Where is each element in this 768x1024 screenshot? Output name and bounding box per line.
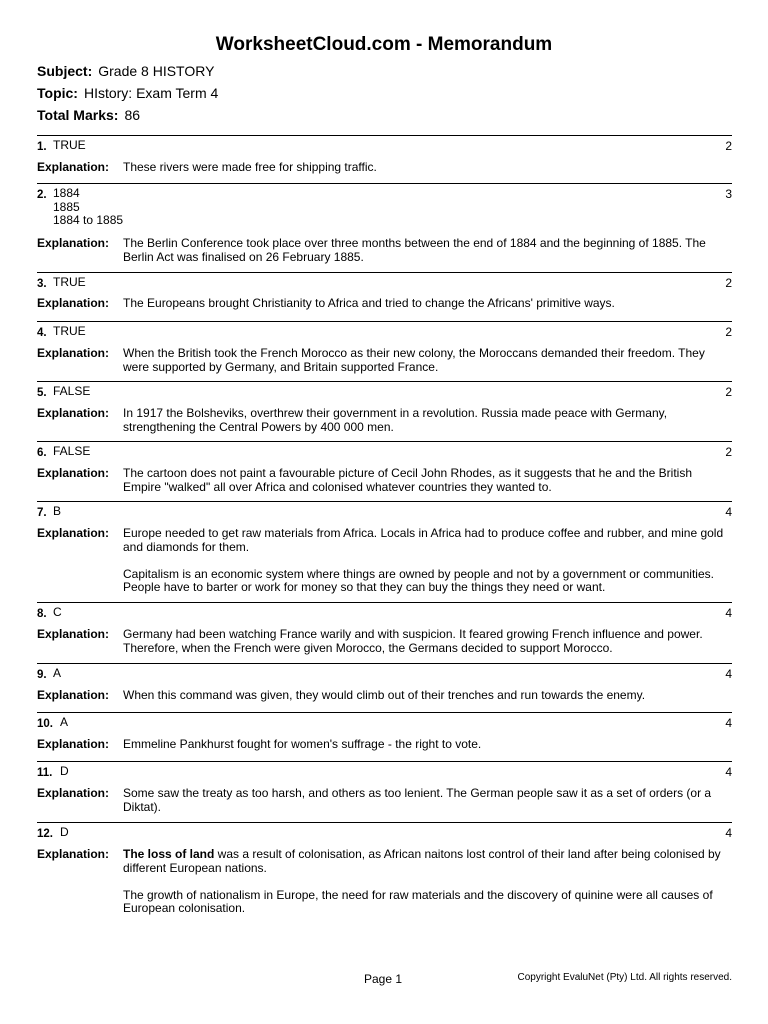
explanation-text [123, 848, 728, 916]
answer-line: 1884 to 1885 [53, 213, 124, 227]
answer-line: C [53, 605, 62, 619]
question-number: 2. [37, 189, 47, 201]
explanation-label: Explanation: [37, 466, 110, 480]
explanation-paragraph: Some saw the treaty as too harsh, and others as too lenient. The German people saw it as a set of orders (or a Diktat). [123, 786, 712, 814]
question-header [37, 606, 732, 622]
question-answer [60, 716, 68, 730]
question-answer [53, 385, 90, 399]
explanation-emphasis: The loss of land [123, 847, 215, 861]
explanation-paragraph: In 1917 the Bolsheviks, overthrew their government in a revolution. Russia made peace with Germany, strengthening the Central Powers by 400 000 men. [123, 406, 668, 434]
question-number: 1. [37, 141, 47, 153]
answer-line: 1885 [53, 199, 80, 214]
explanation-label: Explanation: [37, 526, 110, 540]
question-number: 4. [37, 327, 47, 339]
explanation-paragraph: Capitalism is an economic system where things are owned by people and not by a government or communities. People have to barter or work for money so that they can buy the things they need or want. [123, 566, 714, 594]
answer-line: A [60, 715, 69, 729]
page-number: Page 1 [364, 972, 403, 986]
question-block [37, 822, 732, 923]
question-block [37, 761, 732, 821]
explanation-text [123, 787, 728, 814]
explanation-continuation: was a result of colonisation, as African naitons lost control of their land after being colonised by different European nations. [123, 847, 721, 875]
explanation-label: Explanation: [37, 406, 110, 420]
explanation-paragraph: The cartoon does not paint a favourable picture of Cecil John Rhodes, as it suggests that he and the British Empire "walked" all over Africa and colonised whatever countries they wanted to. [123, 466, 693, 494]
explanation-text [123, 297, 728, 311]
explanation-label: Explanation: [37, 346, 110, 360]
question-marks: 2 [725, 445, 732, 459]
question-answer [53, 505, 61, 519]
explanation-label: Explanation: [37, 737, 110, 751]
question-block [37, 602, 732, 661]
subject-line [37, 63, 214, 79]
explanation-paragraph: Europe needed to get raw materials from Africa. Locals in Africa had to produce coffee and rubber, and mine gold and diamonds for them. [123, 526, 724, 554]
answer-line: D [60, 825, 69, 839]
question-marks: 2 [725, 276, 732, 290]
question-marks: 2 [725, 385, 732, 399]
explanation-text [123, 161, 728, 175]
question-answer [60, 826, 69, 840]
total-marks-value: 86 [124, 107, 141, 123]
explanation-text [123, 237, 728, 264]
explanation-label: Explanation: [37, 627, 110, 641]
question-header [37, 325, 732, 341]
explanation-text [123, 738, 728, 752]
question-marks: 2 [725, 325, 732, 339]
page-title: WorksheetCloud.com - Memorandum [215, 34, 553, 55]
question-header [37, 826, 732, 842]
question-number: 8. [37, 608, 47, 620]
explanation-text [123, 527, 728, 595]
explanation-paragraph: When this command was given, they would climb out of their trenches and run towards the enemy. [123, 688, 646, 702]
question-block [37, 381, 732, 440]
explanation-text [123, 407, 728, 434]
question-block [37, 712, 732, 760]
answer-line: FALSE [53, 444, 91, 458]
answer-line: A [53, 666, 62, 680]
question-answer [53, 445, 90, 459]
explanation-paragraph: Emmeline Pankhurst fought for women's suffrage - the right to vote. [123, 737, 482, 751]
question-marks: 4 [725, 765, 732, 779]
question-number: 11. [37, 767, 53, 779]
explanation-paragraph: The Berlin Conference took place over three months between the end of 1884 and the beginning of 1885. The Berlin Act was finalised on 26 February 1885. [123, 236, 706, 264]
question-header [37, 505, 732, 521]
total-marks-line [37, 107, 140, 123]
question-marks: 4 [725, 505, 732, 519]
explanation-label: Explanation: [37, 236, 110, 250]
question-marks: 4 [725, 716, 732, 730]
topic-value: HIstory: Exam Term 4 [83, 85, 219, 101]
explanation-label: Explanation: [37, 847, 110, 861]
question-block [37, 501, 732, 600]
explanation-label: Explanation: [37, 786, 110, 800]
explanation-text [123, 689, 728, 703]
question-number: 10. [37, 718, 53, 730]
question-block [37, 663, 732, 710]
question-header [37, 139, 732, 155]
question-header [37, 186, 732, 227]
question-answer [53, 606, 62, 620]
question-marks: 2 [725, 139, 732, 153]
question-block [37, 183, 732, 270]
subject-value: Grade 8 HISTORY [98, 63, 215, 79]
explanation-label: Explanation: [37, 688, 110, 702]
question-header [37, 445, 732, 461]
question-marks: 4 [725, 826, 732, 840]
question-answer [53, 667, 61, 681]
topic-line [37, 85, 218, 101]
explanation-label: Explanation: [37, 160, 110, 174]
explanation-text [123, 628, 728, 655]
question-header [37, 276, 732, 292]
explanation-paragraph: The growth of nationalism in Europe, the need for raw materials and the discovery of quinine were all causes of European colonisation. [123, 887, 713, 915]
question-number: 12. [37, 828, 53, 840]
answer-line: 1884 [53, 186, 80, 200]
answer-line: TRUE [53, 324, 86, 338]
question-number: 9. [37, 669, 47, 681]
explanation-paragraph: The Europeans brought Christianity to Africa and tried to change the Africans' primitive ways. [123, 296, 615, 310]
question-block [37, 441, 732, 500]
question-answer [60, 765, 69, 779]
topic-label: Topic: [37, 85, 78, 101]
question-answer [53, 187, 123, 228]
explanation-paragraph: Germany had been watching France warily and with suspicion. It feared growing French influence and power. Therefore, when the French were given Morocco, the Germans decided to support Morocco. [123, 627, 703, 655]
question-header [37, 765, 732, 781]
explanation-paragraph: When the British took the French Morocco as their new colony, the Moroccans demanded their freedom. They were supported by Germany, and Britain supported France. [123, 346, 705, 374]
question-block [37, 321, 732, 380]
question-header [37, 385, 732, 401]
question-number: 5. [37, 387, 47, 399]
total-marks-label: Total Marks: [37, 107, 119, 123]
answer-line: B [53, 504, 62, 518]
question-block [37, 135, 732, 182]
question-number: 6. [37, 447, 47, 459]
explanation-label: Explanation: [37, 296, 110, 310]
question-marks: 3 [725, 187, 732, 201]
question-header [37, 716, 732, 732]
explanation-text [123, 347, 728, 374]
answer-line: TRUE [53, 138, 86, 152]
answer-line: D [60, 764, 69, 778]
copyright-notice: Copyright EvaluNet (Pty) Ltd. All rights reserved. [517, 972, 732, 983]
explanation-paragraph: These rivers were made free for shipping traffic. [123, 160, 377, 174]
question-answer [53, 325, 86, 339]
question-marks: 4 [725, 667, 732, 681]
answer-line: TRUE [53, 275, 86, 289]
question-answer [53, 139, 86, 153]
question-header [37, 667, 732, 683]
question-number: 7. [37, 507, 47, 519]
question-answer [53, 276, 86, 290]
explanation-text [123, 467, 728, 494]
question-number: 3. [37, 278, 47, 290]
explanation-paragraph [123, 848, 728, 875]
question-marks: 4 [725, 606, 732, 620]
question-block [37, 272, 732, 320]
subject-label: Subject: [37, 63, 93, 79]
answer-line: FALSE [53, 384, 91, 398]
